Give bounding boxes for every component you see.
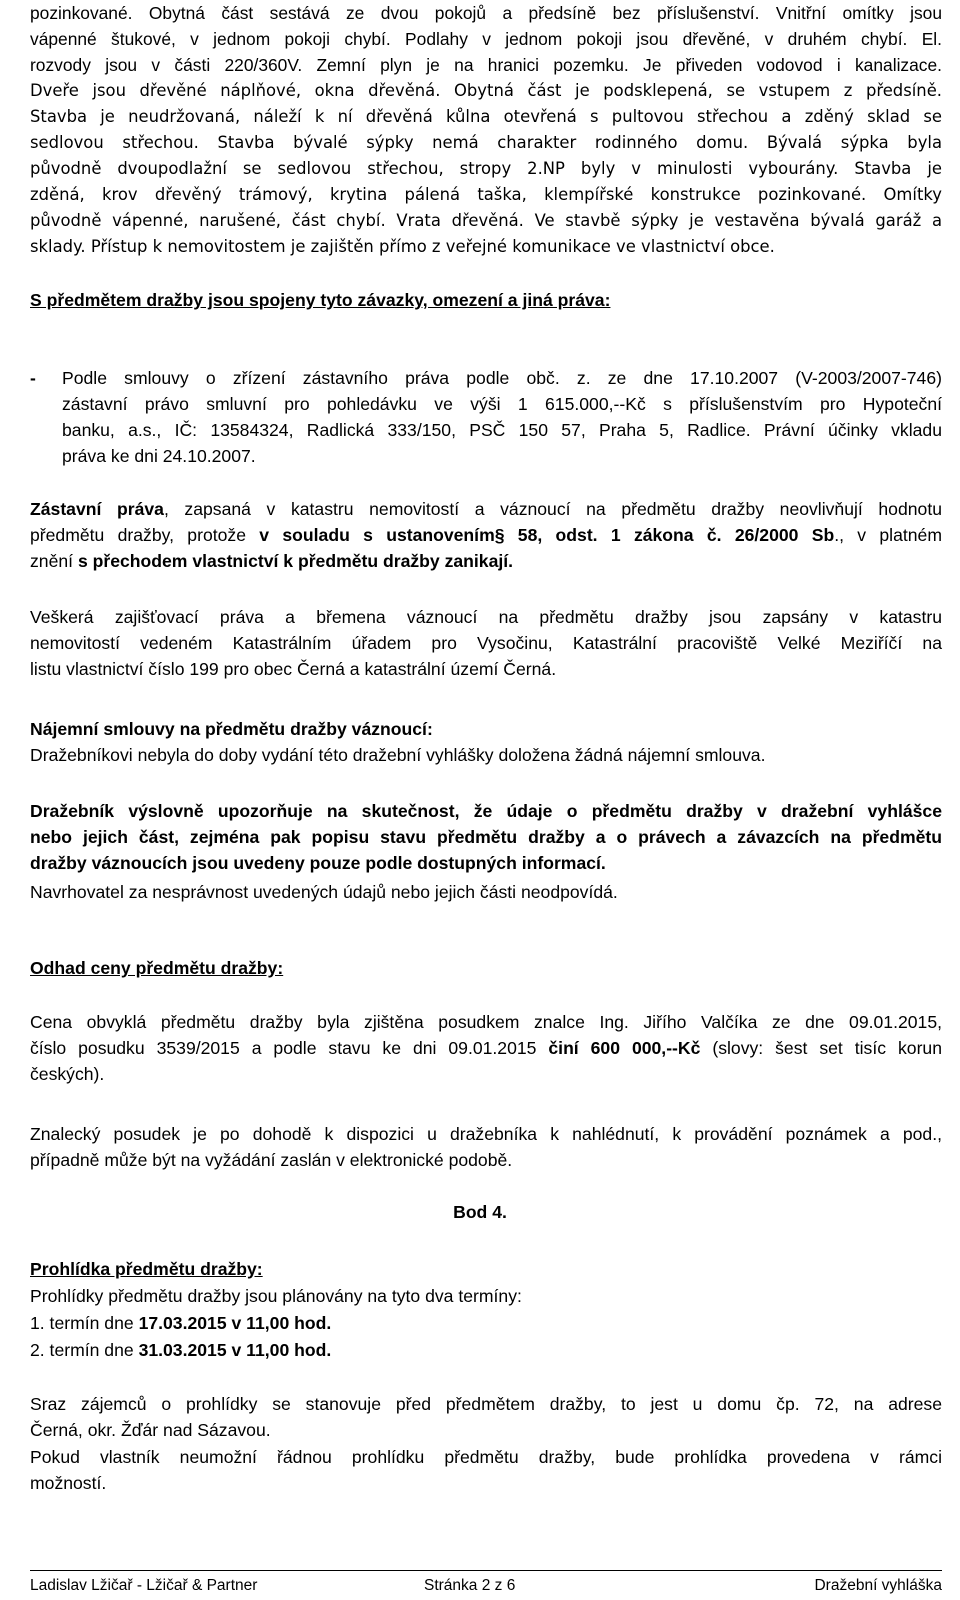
text-line — [30, 522, 942, 548]
valuation-heading: Odhad ceny předmětu dražby: — [30, 958, 284, 978]
valuation-text: číslo posudku 3539/2015 a podle stavu ke dni 09.01.2015 — [30, 1038, 549, 1058]
text-line: původně vápenné, narušené, část chybí. Vrata dřevěná. Ve stavbě sýpky je vestavěna bývalá garáž a — [30, 211, 942, 230]
text-line: Dveře jsou dřevěné náplňové, okna dřevěná. Obytná část je podsklepená, se vstupem z předsíně. — [30, 81, 942, 100]
list-bullet: - — [30, 368, 36, 388]
obligation-list-item — [30, 365, 942, 469]
footer-page-number: Stránka 2 z 6 — [424, 1577, 516, 1594]
pledge-bold: v souladu s ustanovením§ 58, odst. 1 zákona č. 26/2000 Sb — [259, 525, 835, 545]
warning-note: Navrhovatel za nesprávnost uvedených údajů nebo jejich části neodpovídá. — [30, 882, 618, 902]
text-line: Sraz zájemců o prohlídky se stanovuje před předmětem dražby, to jest u domu čp. 72, na adrese — [30, 1394, 942, 1414]
footer-divider — [30, 1570, 942, 1571]
pledge-text: předmětu dražby, protože — [30, 525, 260, 545]
inspection-term-1 — [30, 1310, 942, 1336]
term-label: 2. termín dne — [30, 1340, 139, 1360]
inspection-term-2 — [30, 1337, 942, 1363]
text-line: Znalecký posudek je po dohodě k dispozici u dražebníka k nahlédnutí, k provádění poznámek a pod., — [30, 1124, 942, 1144]
text-line: původně dvoupodlažní se sedlovou střechou, stropy 2.NP byly v minulosti vybourány. Stavba je — [30, 159, 942, 178]
valuation-text: (slovy: šest set tisíc korun — [700, 1038, 942, 1058]
text-line: Dražebník výslovně upozorňuje na skutečnost, že údaje o předmětu dražby v dražební vyhlášce — [30, 801, 942, 821]
pledge-text: znění — [30, 551, 78, 571]
text-line: rozvody jsou v části 220/360V. Zemní plyn je na hranici pozemku. Je přiveden vodovod i kanalizace. — [30, 55, 942, 75]
term-value: 17.03.2015 v 11,00 hod. — [138, 1313, 332, 1333]
absence-paragraph — [30, 1444, 942, 1496]
pledge-bold: Zástavní práva — [30, 499, 164, 519]
text-line: Stavba je neudržovaná, náleží k ní dřevěná kůlna otevřená s pultovou střechou a zděný sklad se — [30, 107, 942, 126]
text-line — [30, 548, 942, 574]
inspection-intro: Prohlídky předmětu dražby jsou plánovány na tyto dva termíny: — [30, 1286, 522, 1306]
text-line: pozinkované. Obytná část sestává ze dvou pokojů a předsíně bez příslušenství. Vnitřní omítky jsou — [30, 3, 942, 23]
text-line: nemovitostí vedeném Katastrálním úřadem pro Vysočinu, Katastrální pracoviště Velké Meziříčí na — [30, 633, 942, 653]
text-line: případně může být na vyžádání zaslán v elektronické podobě. — [30, 1150, 513, 1170]
expert-report-paragraph — [30, 1121, 942, 1173]
warning-paragraph — [30, 798, 942, 876]
term-label: 1. termín dne — [30, 1313, 139, 1333]
text-line: zástavní právo smluvní pro pohledávku ve výši 1 615.000,--Kč s příslušenstvím pro Hypoteční — [62, 394, 942, 414]
text-line: Pokud vlastník neumožní řádnou prohlídku předmětu dražby, bude prohlídka provedena v rámci — [30, 1447, 942, 1467]
text-line: Černá, okr. Žďár nad Sázavou. — [30, 1420, 271, 1440]
inspection-heading: Prohlídka předmětu dražby: — [30, 1259, 263, 1279]
text-line: sedlovou střechou. Stavba bývalé sýpky nemá charakter rodinného domu. Bývalá sýpka byla — [30, 133, 942, 152]
text-line: Podle smlouvy o zřízení zástavního práva podle obč. z. ze dne 17.10.2007 (V-2003/2007-746) — [62, 368, 942, 388]
text-line: sklady. Přístup k nemovitostem je zajištěn přímo z veřejné komunikace ve vlastnictví obce. — [30, 237, 775, 256]
meeting-paragraph — [30, 1391, 942, 1443]
pledge-text: ., v platném — [834, 525, 942, 545]
text-line: listu vlastnictví číslo 199 pro obec Černá a katastrální území Černá. — [30, 659, 557, 679]
footer-document-title: Dražební vyhláška — [814, 1577, 942, 1594]
obligations-heading: S předmětem dražby jsou spojeny tyto závazky, omezení a jiná práva: — [30, 290, 611, 310]
valuation-paragraph — [30, 1009, 942, 1087]
text-line — [30, 496, 942, 522]
footer-author: Ladislav Lžičař - Lžičař & Partner — [30, 1577, 258, 1594]
text-line: práva ke dni 24.10.2007. — [62, 446, 256, 466]
text-line: Veškerá zajišťovací práva a břemena váznoucí na předmětu dražby jsou zapsány v katastru — [30, 607, 942, 627]
text-line: dražby váznoucích jsou uvedeny pouze podle dostupných informací. — [30, 853, 606, 873]
text-line: banku, a.s., IČ: 13584324, Radlická 333/150, PSČ 150 57, Praha 5, Radlice. Právní účinky vkladu — [62, 420, 942, 440]
valuation-price: činí 600 000,--Kč — [548, 1038, 701, 1058]
term-value: 31.03.2015 v 11,00 hod. — [138, 1340, 332, 1360]
property-description — [30, 0, 942, 260]
text-line: vápenné štukové, v jednom pokoji chybí. Podlahy v jednom pokoji jsou dřevěné, v druhém chybí. El. — [30, 29, 942, 49]
text-line — [30, 1035, 942, 1061]
pledge-bold: s přechodem vlastnictví k předmětu dražby zanikají. — [77, 551, 514, 571]
lease-heading: Nájemní smlouvy na předmětu dražby váznoucí: — [30, 719, 433, 739]
text-line: Cena obvyklá předmětu dražby byla zjištěna posudkem znalce Ing. Jiřího Valčíka ze dne 09.01.2015, — [30, 1012, 942, 1032]
section-label: Bod 4. — [453, 1202, 507, 1222]
encumbrances-paragraph — [30, 604, 942, 682]
text-line: zděná, krov dřevěný trámový, krytina pálená taška, klempířské konstrukce pozinkované. Omítky — [30, 185, 942, 204]
lease-text: Dražebníkovi nebyla do doby vydání této dražební vyhlášky doložena žádná nájemní smlouva. — [30, 745, 766, 765]
pledge-text: , zapsaná v katastru nemovitostí a váznoucí na předmětu dražby neovlivňují hodnotu — [163, 499, 942, 519]
text-line: českých). — [30, 1064, 105, 1084]
text-line: možností. — [30, 1473, 107, 1493]
text-line: nebo jejich část, zejména pak popisu stavu předmětu dražby a o právech a závazcích na předmětu — [30, 827, 942, 847]
pledge-paragraph — [30, 496, 942, 574]
